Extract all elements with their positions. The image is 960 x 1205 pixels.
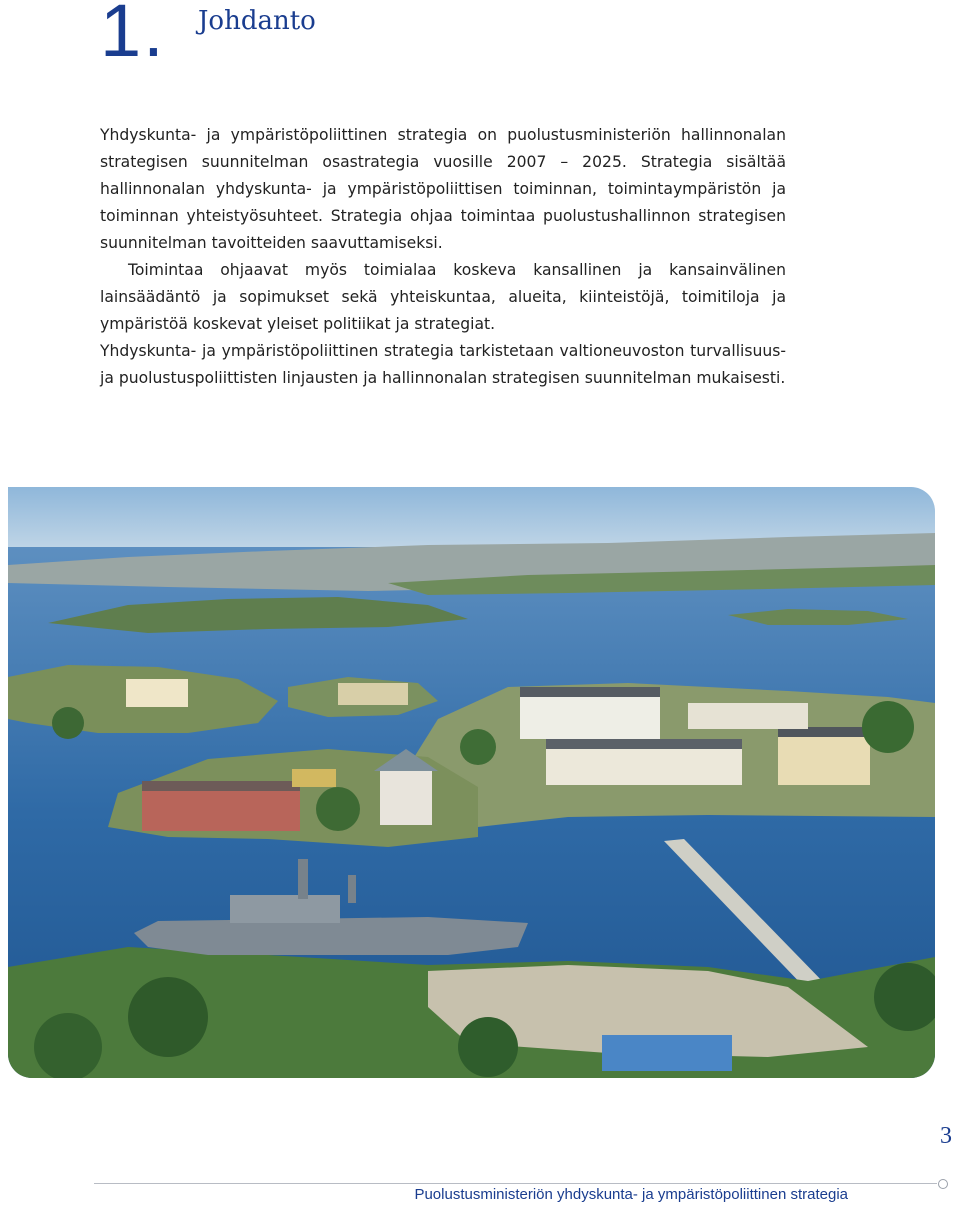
paragraph-3: Yhdyskunta- ja ympäristöpoliittinen strategia tarkistetaan valtioneuvoston turvallisuus- ja puolustuspoliittisten linjausten ja hallinnonalan strategisen suunnitelman mukaisesti. xyxy=(100,342,786,387)
paragraph-1: Yhdyskunta- ja ympäristöpoliittinen strategia on puolustusministeriön hallinnonalan strategisen suunnitelman osastrategia vuosille 2007 – 2025. Strategia sisältää hallinnonalan yhdyskunta- ja ympäristöpoliittisen toiminnan, toimintaympäristön ja toiminnan yhteistyösuhteet. Strategia ohjaa toimintaa puolustushallinnon strategisen suunnitelman tavoitteiden saavuttamiseksi. xyxy=(100,126,786,252)
footer-text: Puolustusministeriön yhdyskunta- ja ympäristöpoliittinen strategia xyxy=(414,1186,848,1203)
footer-rule-end-dot xyxy=(938,1179,948,1189)
page-number: 3 xyxy=(940,1123,952,1149)
chapter-number: 1. xyxy=(100,0,166,72)
aerial-photo-illustration xyxy=(8,487,935,1078)
paragraph-2: Toimintaa ohjaavat myös toimialaa koskeva kansallinen ja kansainvälinen lainsäädäntö ja sopimukset sekä yhteiskuntaa, alueita, kiinteistöjä, toimitiloja ja ympäristöä koskevat yleiset politiikat ja strategiat. xyxy=(100,261,786,333)
body-text xyxy=(100,122,786,392)
chapter-title: Johdanto xyxy=(198,6,316,36)
footer-rule xyxy=(94,1183,937,1184)
aerial-photo xyxy=(8,487,935,1078)
